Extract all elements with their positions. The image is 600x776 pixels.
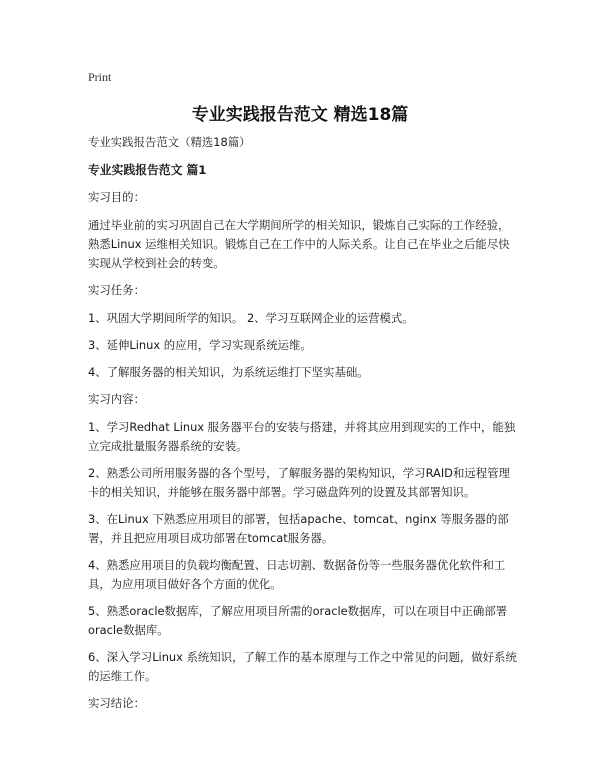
task-item: 1、巩固大学期间所学的知识。 2、学习互联网企业的运营模式。 (88, 311, 414, 325)
page-title: 专业实践报告范文 精选18篇 (191, 105, 409, 125)
document-body (88, 133, 518, 722)
conclusion-label: 实习结论： (88, 696, 145, 710)
content-item: 6、深入学习Linux 系统知识，了解工作的基本原理与工作之中常见的问题，做好系统的运维工作。 (88, 650, 517, 683)
print-link[interactable]: Print (88, 70, 112, 84)
content-item: 2、熟悉公司所用服务器的各个型号，了解服务器的架构知识，学习RAID和远程管理卡的相关知识，并能够在服务器中部署。学习磁盘阵列的设置及其部署知识。 (88, 466, 510, 499)
task-item: 3、延伸Linux 的应用，学习实现系统运维。 (88, 338, 312, 352)
tasks-label: 实习任务： (88, 283, 145, 297)
content-item: 1、学习Redhat Linux 服务器平台的安装与搭建，并将其应用到现实的工作中，能独立完成批量服务器系统的安装。 (88, 420, 516, 453)
section-heading: 专业实践报告范文 篇1 (88, 163, 207, 177)
content-item: 3、在Linux 下熟悉应用项目的部署，包括apache、tomcat、nginx 等服务器的部署，并且把应用项目成功部署在tomcat服务器。 (88, 512, 509, 545)
task-item: 4、了解服务器的相关知识，为系统运维打下坚实基础。 (88, 365, 369, 379)
content-label: 实习内容： (88, 392, 145, 406)
document-subtitle: 专业实践报告范文（精选18篇） (88, 135, 251, 149)
purpose-label: 实习目的： (88, 190, 145, 204)
purpose-text: 通过毕业前的实习巩固自己在大学期间所学的相关知识，锻炼自己实际的工作经验，熟悉Linux 运维相关知识。锻炼自己在工作中的人际关系。让自己在毕业之后能尽快实现从学校到社会的转变。 (88, 218, 510, 270)
content-item: 5、熟悉oracle数据库，了解应用项目所需的oracle数据库，可以在项目中正确部署oracle数据库。 (88, 604, 508, 637)
content-item: 4、熟悉应用项目的负载均衡配置、日志切割、数据备份等一些服务器优化软件和工具，为应用项目做好各个方面的优化。 (88, 558, 506, 591)
